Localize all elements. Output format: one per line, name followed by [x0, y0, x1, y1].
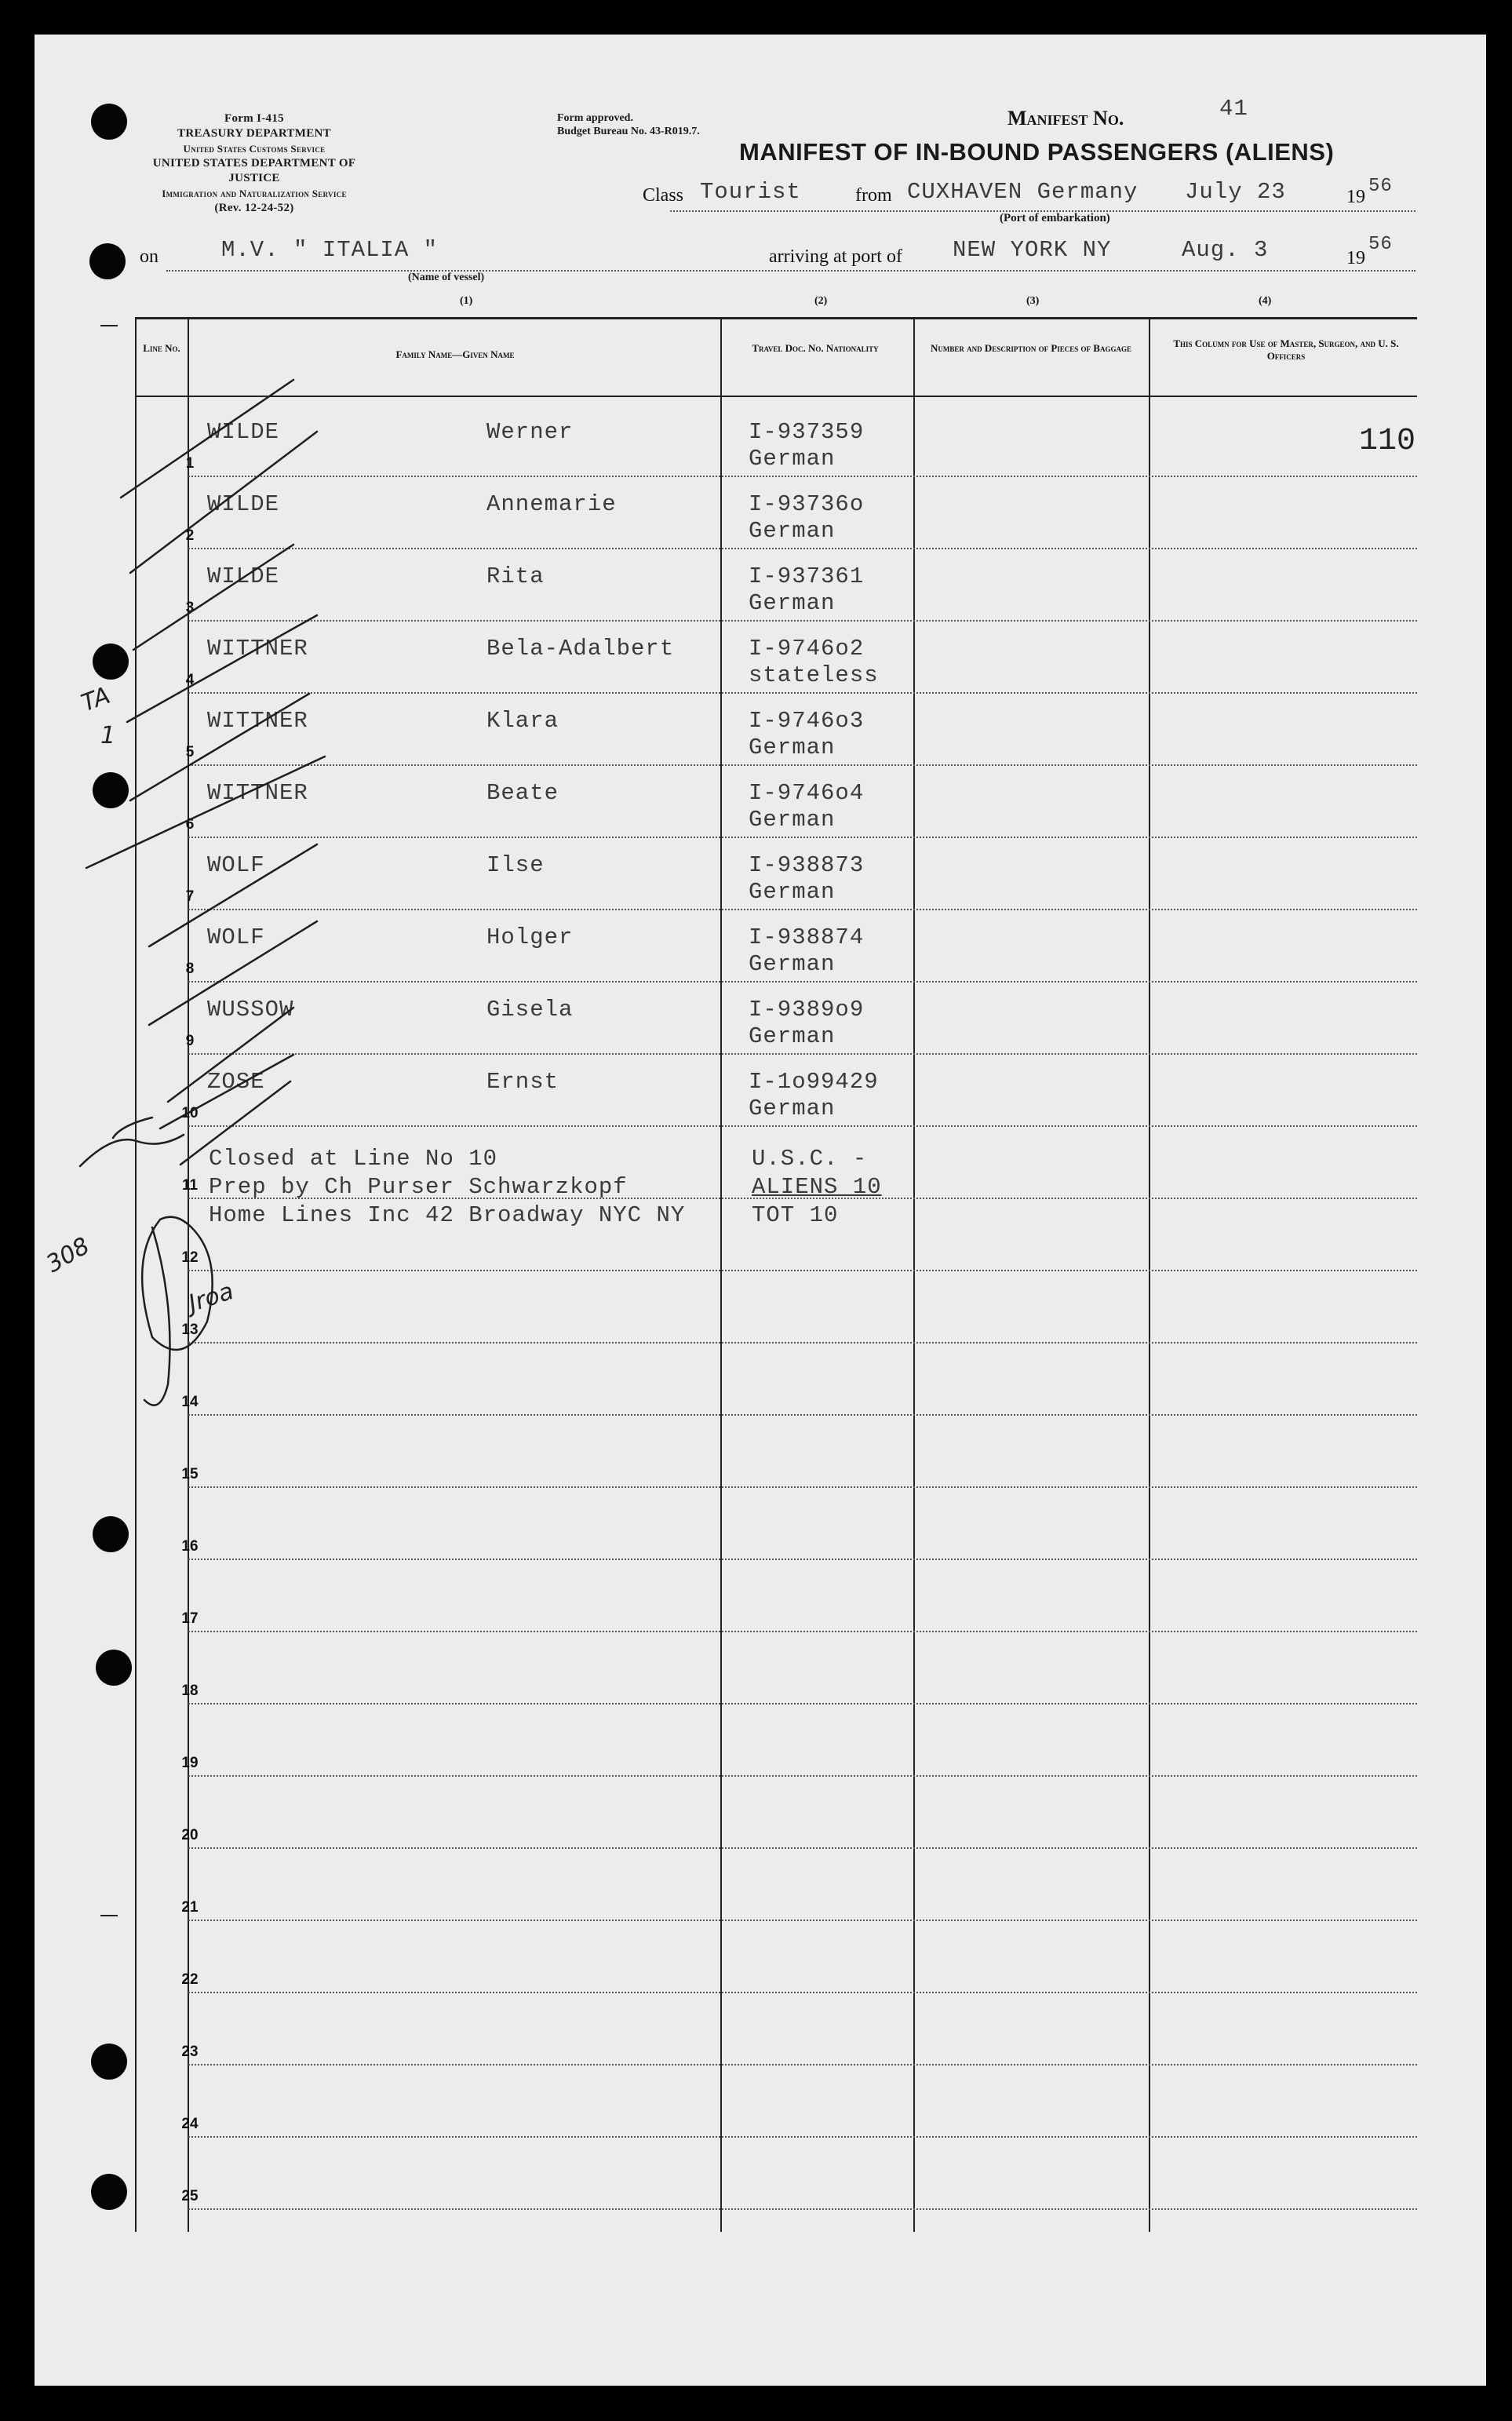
margin-mark: [100, 325, 118, 326]
form-number: Form I-415: [224, 112, 284, 125]
revision: (Rev. 12-24-52): [214, 202, 294, 214]
given-name: Ernst: [486, 1069, 559, 1095]
family-name: WILDE: [207, 563, 280, 589]
vessel-name: M.V. " ITALIA ": [221, 237, 439, 263]
ins-service: Immigration and Naturalization Service: [162, 188, 347, 199]
vessel-caption: (Name of vessel): [408, 272, 485, 283]
col-number-1: (1): [460, 295, 473, 307]
nationality: German: [749, 590, 836, 616]
closing-line: Closed at Line No 10: [209, 1146, 498, 1172]
travel-doc-number: I-938873: [749, 852, 865, 878]
header-name: Family Name—Given Name: [395, 348, 515, 360]
line-number: 6: [185, 816, 195, 833]
line-number: 1: [185, 455, 195, 472]
line-number: 25: [181, 2188, 199, 2204]
nationality: German: [749, 879, 836, 905]
on-label: on: [140, 246, 158, 267]
signature-stroke: [113, 1118, 152, 1138]
handwritten-one: 1: [100, 722, 116, 749]
travel-doc-number: I-9746o4: [749, 780, 865, 806]
margin-mark: [100, 1915, 118, 1916]
nationality: German: [749, 1096, 836, 1121]
line-number: 5: [185, 744, 195, 760]
family-name: WILDE: [207, 491, 280, 517]
travel-doc-number: I-937361: [749, 563, 865, 589]
col-number-4: (4): [1259, 295, 1272, 307]
travel-doc-number: I-1o99429: [749, 1069, 879, 1095]
family-name: WITTNER: [207, 708, 308, 734]
check-mark: [121, 380, 293, 498]
check-mark: [133, 545, 293, 650]
arrival-port: NEW YORK NY: [953, 237, 1112, 263]
approval-line: Form approved.: [557, 112, 633, 124]
embarkation-port: CUXHAVEN Germany: [907, 179, 1139, 205]
line-number: 22: [181, 1971, 199, 1988]
justice-dept: UNITED STATES DEPARTMENT OF JUSTICE: [152, 157, 356, 184]
line-number: 15: [181, 1466, 199, 1482]
line-number: 3: [185, 600, 195, 616]
arriving-label: arriving at port of: [769, 246, 902, 267]
check-mark: [130, 694, 309, 800]
embarkation-year: 56: [1368, 176, 1393, 197]
year-prefix: 19: [1346, 248, 1365, 268]
given-name: Klara: [486, 708, 559, 734]
header-officers: This Column for Use of Master, Surgeon, and U. S. Officers: [1173, 337, 1399, 362]
travel-doc-number: I-9746o2: [749, 636, 865, 662]
given-name: Ilse: [486, 852, 545, 878]
header-line-no: Line No.: [143, 342, 180, 354]
header-travel-doc: Travel Doc. No. Nationality: [752, 342, 879, 354]
handwritten-308: 308: [42, 1232, 95, 1278]
given-name: Bela-Adalbert: [486, 636, 675, 662]
line-number: 9: [185, 1033, 195, 1049]
line-number: 4: [185, 672, 195, 688]
handwritten-initials: Jroa: [185, 1277, 237, 1318]
family-name: WITTNER: [207, 780, 308, 806]
signature-stroke: [142, 1217, 213, 1350]
line-number: 14: [181, 1394, 199, 1410]
line-number: 24: [181, 2116, 199, 2132]
nationality: German: [749, 518, 836, 544]
class-value: Tourist: [700, 179, 801, 205]
line-number: 8: [185, 961, 195, 977]
treasury-dept: TREASURY DEPARTMENT: [177, 127, 331, 140]
class-label: Class: [643, 185, 684, 206]
nationality: German: [749, 735, 836, 760]
travel-doc-number: I-938874: [749, 924, 865, 950]
line-number: 18: [181, 1683, 199, 1699]
given-name: Beate: [486, 780, 559, 806]
line-number: 7: [185, 888, 195, 905]
manifest-page: [35, 35, 1486, 2386]
arrival-year: 56: [1368, 234, 1393, 255]
line-number: 16: [181, 1538, 199, 1555]
check-marks: [35, 35, 1486, 2386]
line-number: 13: [181, 1322, 199, 1338]
check-mark: [168, 1008, 293, 1102]
manifest-no-label: Manifest No.: [1007, 107, 1124, 129]
family-name: WOLF: [207, 924, 265, 950]
total-count: TOT 10: [752, 1202, 839, 1228]
line-number: 19: [181, 1755, 199, 1771]
line-number: 23: [181, 2044, 199, 2060]
family-name: WILDE: [207, 419, 280, 445]
budget-bureau-line: Budget Bureau No. 43-R019.7.: [557, 126, 700, 137]
header-baggage: Number and Description of Pieces of Baggage: [931, 342, 1131, 354]
travel-doc-number: I-9746o3: [749, 708, 865, 734]
travel-doc-number: I-937359: [749, 419, 865, 445]
given-name: Gisela: [486, 997, 574, 1023]
line-number: 10: [181, 1105, 199, 1121]
shipping-line: Home Lines Inc 42 Broadway NYC NY: [209, 1202, 686, 1228]
line-number: 17: [181, 1610, 199, 1627]
line-number: 12: [181, 1249, 199, 1266]
given-name: Werner: [486, 419, 574, 445]
manifest-number: 41: [1219, 96, 1248, 122]
nationality: German: [749, 1023, 836, 1049]
given-name: Holger: [486, 924, 574, 950]
nationality: German: [749, 951, 836, 977]
manifest-title: MANIFEST OF IN-BOUND PASSENGERS (ALIENS): [739, 138, 1335, 166]
check-mark: [130, 432, 317, 573]
handwritten-ta: TA: [78, 681, 114, 718]
nationality: German: [749, 807, 836, 833]
signature-stroke: [144, 1227, 170, 1406]
check-mark: [180, 1081, 290, 1165]
col-number-3: (3): [1026, 295, 1040, 307]
aliens-count: ALIENS 10: [752, 1174, 882, 1200]
given-name: Rita: [486, 563, 545, 589]
family-name: WITTNER: [207, 636, 308, 662]
given-name: Annemarie: [486, 491, 617, 517]
travel-doc-number: I-93736o: [749, 491, 865, 517]
line-number: 2: [185, 527, 195, 544]
signature-stroke: [80, 1135, 184, 1166]
embarkation-date: July 23: [1185, 179, 1286, 205]
family-name: WOLF: [207, 852, 265, 878]
family-name: ZOSE: [207, 1069, 265, 1095]
from-label: from: [855, 185, 892, 206]
arrival-date: Aug. 3: [1182, 237, 1269, 263]
customs-service: United States Customs Service: [183, 143, 326, 155]
side-number: 110: [1359, 424, 1416, 459]
col-number-2: (2): [814, 295, 828, 307]
year-prefix: 19: [1346, 187, 1365, 207]
prepared-by: Prep by Ch Purser Schwarzkopf: [209, 1174, 628, 1200]
travel-doc-number: I-9389o9: [749, 997, 865, 1023]
nationality: stateless: [749, 662, 879, 688]
check-mark: [149, 844, 317, 946]
nationality: German: [749, 446, 836, 472]
family-name: WUSSOW: [207, 997, 294, 1023]
check-mark: [86, 757, 325, 868]
usc-count: U.S.C. -: [752, 1146, 868, 1172]
embark-caption: (Port of embarkation): [1000, 212, 1110, 224]
line-number: 20: [181, 1827, 199, 1843]
line-number: 11: [181, 1177, 199, 1194]
line-number: 21: [181, 1899, 199, 1916]
